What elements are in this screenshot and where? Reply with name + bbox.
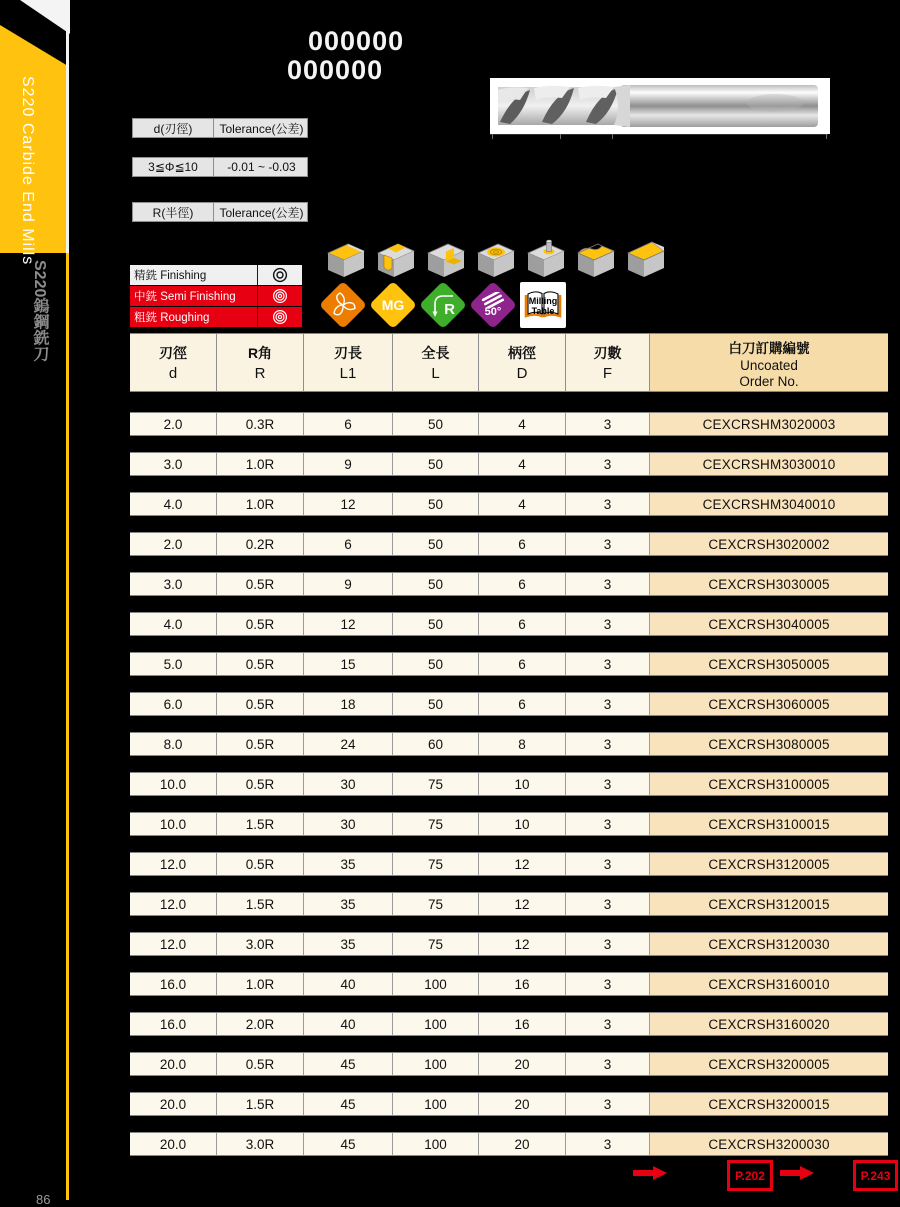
cell-flute-count: 3 (565, 492, 649, 516)
cell-flute-count: 3 (565, 972, 649, 996)
cell-diameter: 12.0 (130, 892, 216, 916)
milling-table-label-1: Milling (528, 296, 558, 306)
d-tolerance-col1: d(刃徑) (153, 121, 193, 136)
cell-radius: 0.5R (216, 572, 303, 596)
cell-shank-diameter: 4 (478, 492, 565, 516)
product-table-row (130, 652, 888, 676)
product-table-row (130, 932, 888, 956)
cell-flute-length: 40 (303, 1012, 392, 1036)
product-table-row (130, 1052, 888, 1076)
cell-shank-diameter: 10 (478, 772, 565, 796)
cell-radius: 1.0R (216, 452, 303, 476)
cell-radius: 0.5R (216, 772, 303, 796)
cell-diameter: 12.0 (130, 932, 216, 956)
product-table-row (130, 972, 888, 996)
cell-overall-length: 75 (392, 892, 478, 916)
arrow-right-icon (780, 1166, 814, 1180)
slot-milling-icon (372, 239, 416, 282)
cell-flute-length: 45 (303, 1132, 392, 1156)
cell-flute-length: 35 (303, 932, 392, 956)
cell-overall-length: 50 (392, 452, 478, 476)
header-order-no: 白刀訂購編號 Uncoated Order No. (649, 333, 888, 392)
cell-radius: 0.5R (216, 612, 303, 636)
product-table-row (130, 1092, 888, 1116)
cell-diameter: 3.0 (130, 452, 216, 476)
page-ref-2: P.243 (860, 1168, 891, 1183)
header-shank-d: 柄徑 D (478, 333, 565, 392)
finishing-label: 中銑 Semi Finishing (134, 291, 236, 303)
header-flutes: 刃數 F (565, 333, 649, 392)
helix-angle-label: 50° (484, 306, 502, 318)
three-flute-cutter-badge (320, 282, 366, 328)
cell-diameter: 16.0 (130, 972, 216, 996)
three-flute-cutter-icon (328, 290, 358, 320)
cell-order-no: CEXCRSH3020002 (649, 532, 888, 556)
cell-radius: 0.5R (216, 1052, 303, 1076)
page-number: 86 (36, 1192, 51, 1207)
d-tolerance-value: -0.01 ~ -0.03 (213, 158, 309, 176)
cell-flute-count: 3 (565, 932, 649, 956)
header-l1: 刃長 L1 (303, 333, 392, 392)
cell-diameter: 20.0 (130, 1132, 216, 1156)
cell-radius: 1.0R (216, 972, 303, 996)
page-ref-1: P.202 (735, 1168, 765, 1183)
cell-flute-length: 35 (303, 892, 392, 916)
milling-table-badge[interactable] (520, 282, 566, 328)
cell-flute-count: 3 (565, 652, 649, 676)
cell-overall-length: 100 (392, 1012, 478, 1036)
cell-radius: 2.0R (216, 1012, 303, 1036)
cell-overall-length: 50 (392, 692, 478, 716)
dimension-baseline (490, 134, 828, 135)
cell-order-no: CEXCRSH3060005 (649, 692, 888, 716)
end-mill-product-photo (490, 78, 830, 134)
cell-diameter: 2.0 (130, 412, 216, 436)
cell-flute-count: 3 (565, 692, 649, 716)
end-mill-illustration (490, 78, 830, 134)
triple-circle-icon (257, 307, 302, 327)
cell-overall-length: 100 (392, 972, 478, 996)
finishing-label: 粗銑 Roughing (134, 312, 210, 324)
cell-order-no: CEXCRSH3030005 (649, 572, 888, 596)
product-table-row (130, 492, 888, 516)
cell-flute-length: 9 (303, 452, 392, 476)
cell-overall-length: 50 (392, 492, 478, 516)
corner-radius-label: R (444, 301, 455, 318)
product-code-line2: 000000 (287, 55, 384, 85)
cell-flute-count: 3 (565, 1092, 649, 1116)
cell-diameter: 5.0 (130, 652, 216, 676)
d-tolerance-header-row (132, 118, 308, 138)
cell-radius: 1.0R (216, 492, 303, 516)
cell-radius: 0.3R (216, 412, 303, 436)
cell-order-no: CEXCRSH3050005 (649, 652, 888, 676)
milling-table-label-2: Table (531, 305, 555, 316)
cell-shank-diameter: 6 (478, 612, 565, 636)
finishing-row (130, 307, 302, 327)
cell-flute-length: 24 (303, 732, 392, 756)
cell-order-no: CEXCRSH3120015 (649, 892, 888, 916)
cell-order-no: CEXCRSHM3020003 (649, 412, 888, 436)
arrow-right-icon (633, 1166, 667, 1180)
cell-order-no: CEXCRSH3160010 (649, 972, 888, 996)
header-r: R角 R (216, 333, 303, 392)
cell-order-no: CEXCRSH3080005 (649, 732, 888, 756)
cell-shank-diameter: 12 (478, 932, 565, 956)
cell-diameter: 10.0 (130, 772, 216, 796)
product-table-row (130, 852, 888, 876)
cell-diameter: 16.0 (130, 1012, 216, 1036)
cell-overall-length: 100 (392, 1052, 478, 1076)
dimension-tick (612, 134, 613, 139)
product-table-row (130, 1012, 888, 1036)
finishing-label: 精銑 Finishing (134, 270, 207, 282)
product-table-row (130, 732, 888, 756)
face-milling-icon (322, 239, 366, 282)
cell-flute-count: 3 (565, 1132, 649, 1156)
product-table-row (130, 892, 888, 916)
cell-flute-count: 3 (565, 812, 649, 836)
cell-order-no: CEXCRSH3040005 (649, 612, 888, 636)
cell-shank-diameter: 12 (478, 852, 565, 876)
cell-order-no: CEXCRSH3200030 (649, 1132, 888, 1156)
cell-flute-count: 3 (565, 1012, 649, 1036)
cell-shank-diameter: 20 (478, 1132, 565, 1156)
product-table-row (130, 612, 888, 636)
cell-order-no: CEXCRSH3100005 (649, 772, 888, 796)
cell-flute-length: 45 (303, 1052, 392, 1076)
cell-shank-diameter: 10 (478, 812, 565, 836)
feature-badges-row (320, 282, 566, 328)
series-banner-title: S220 Carbide End Mills (19, 76, 36, 266)
cell-overall-length: 75 (392, 812, 478, 836)
cell-radius: 1.5R (216, 892, 303, 916)
cell-shank-diameter: 20 (478, 1052, 565, 1076)
product-table-row (130, 412, 888, 436)
dimension-tick (492, 134, 493, 139)
product-table-row (130, 532, 888, 556)
cell-shank-diameter: 6 (478, 572, 565, 596)
cell-flute-length: 30 (303, 772, 392, 796)
cell-order-no: CEXCRSHM3040010 (649, 492, 888, 516)
cell-radius: 3.0R (216, 1132, 303, 1156)
cell-flute-length: 40 (303, 972, 392, 996)
cell-flute-count: 3 (565, 772, 649, 796)
product-table-row (130, 1132, 888, 1156)
cell-overall-length: 50 (392, 612, 478, 636)
cell-shank-diameter: 4 (478, 412, 565, 436)
machining-icons-row (322, 239, 672, 282)
cell-order-no: CEXCRSH3100015 (649, 812, 888, 836)
cell-shank-diameter: 16 (478, 972, 565, 996)
cell-overall-length: 60 (392, 732, 478, 756)
cell-flute-length: 35 (303, 852, 392, 876)
cell-order-no: CEXCRSH3160020 (649, 1012, 888, 1036)
product-table-row (130, 772, 888, 796)
cell-diameter: 4.0 (130, 612, 216, 636)
cell-overall-length: 50 (392, 572, 478, 596)
cell-flute-count: 3 (565, 612, 649, 636)
r-tolerance-col2: Tolerance(公差) (213, 203, 309, 221)
cell-flute-count: 3 (565, 412, 649, 436)
cell-radius: 0.5R (216, 652, 303, 676)
cell-radius: 0.2R (216, 532, 303, 556)
cell-flute-count: 3 (565, 892, 649, 916)
corner-decoration (20, 0, 70, 34)
cell-flute-length: 15 (303, 652, 392, 676)
cell-overall-length: 75 (392, 772, 478, 796)
cell-flute-count: 3 (565, 852, 649, 876)
cell-shank-diameter: 8 (478, 732, 565, 756)
cell-diameter: 12.0 (130, 852, 216, 876)
page-edge-line (66, 253, 69, 1200)
cell-flute-count: 3 (565, 732, 649, 756)
finishing-table (130, 265, 302, 327)
product-table-row (130, 692, 888, 716)
contour-milling-icon (572, 239, 616, 282)
cell-order-no: CEXCRSH3120005 (649, 852, 888, 876)
drilling-icon (522, 239, 566, 282)
cell-flute-length: 12 (303, 612, 392, 636)
cell-flute-length: 30 (303, 812, 392, 836)
product-table-header (130, 333, 888, 392)
cell-flute-length: 6 (303, 532, 392, 556)
product-table-row (130, 452, 888, 476)
triple-circle-icon (257, 286, 302, 306)
header-d: 刃徑 d (130, 333, 216, 392)
cell-flute-count: 3 (565, 1052, 649, 1076)
cell-shank-diameter: 6 (478, 652, 565, 676)
cell-shank-diameter: 20 (478, 1092, 565, 1116)
cell-overall-length: 75 (392, 852, 478, 876)
cell-shank-diameter: 12 (478, 892, 565, 916)
mg-badge (370, 282, 416, 328)
cell-diameter: 20.0 (130, 1092, 216, 1116)
cell-flute-length: 9 (303, 572, 392, 596)
cell-order-no: CEXCRSHM3030010 (649, 452, 888, 476)
mg-label: MG (381, 297, 405, 313)
cell-shank-diameter: 6 (478, 692, 565, 716)
cell-radius: 1.5R (216, 812, 303, 836)
cell-diameter: 6.0 (130, 692, 216, 716)
finishing-row (130, 265, 302, 285)
cell-radius: 0.5R (216, 732, 303, 756)
d-tolerance-col2: Tolerance(公差) (213, 119, 309, 137)
finishing-row (130, 286, 302, 306)
dimension-tick (826, 134, 827, 139)
corner-radius-badge (420, 282, 466, 328)
cell-radius: 0.5R (216, 852, 303, 876)
helix-angle-badge (470, 282, 516, 328)
cell-diameter: 2.0 (130, 532, 216, 556)
cell-flute-length: 6 (303, 412, 392, 436)
double-circle-icon (257, 265, 302, 285)
product-table-row (130, 812, 888, 836)
chamfer-milling-icon (622, 239, 666, 282)
d-tolerance-value-row (132, 157, 308, 177)
cell-overall-length: 50 (392, 652, 478, 676)
step-milling-icon (422, 239, 466, 282)
cell-overall-length: 50 (392, 532, 478, 556)
d-range-value: 3≦Φ≦10 (148, 160, 198, 174)
cell-order-no: CEXCRSH3200015 (649, 1092, 888, 1116)
product-code-line1: 000000 (308, 26, 405, 56)
cell-overall-length: 50 (392, 412, 478, 436)
header-l: 全長 L (392, 333, 478, 392)
cell-overall-length: 100 (392, 1092, 478, 1116)
cell-diameter: 20.0 (130, 1052, 216, 1076)
pocket-milling-icon (472, 239, 516, 282)
product-table-rows (130, 412, 888, 1172)
cell-shank-diameter: 4 (478, 452, 565, 476)
page-ref-box-1[interactable] (727, 1160, 773, 1191)
cell-radius: 3.0R (216, 932, 303, 956)
cell-diameter: 8.0 (130, 732, 216, 756)
cell-radius: 0.5R (216, 692, 303, 716)
cell-flute-length: 18 (303, 692, 392, 716)
cell-flute-length: 12 (303, 492, 392, 516)
cell-flute-count: 3 (565, 532, 649, 556)
cell-flute-count: 3 (565, 572, 649, 596)
cell-flute-length: 45 (303, 1092, 392, 1116)
cell-radius: 1.5R (216, 1092, 303, 1116)
product-table-row (130, 572, 888, 596)
cell-diameter: 10.0 (130, 812, 216, 836)
cell-order-no: CEXCRSH3200005 (649, 1052, 888, 1076)
cell-order-no: CEXCRSH3120030 (649, 932, 888, 956)
dimension-tick (560, 134, 561, 139)
cell-overall-length: 75 (392, 932, 478, 956)
cell-overall-length: 100 (392, 1132, 478, 1156)
banner-edge-line (66, 30, 69, 253)
cell-shank-diameter: 16 (478, 1012, 565, 1036)
series-subtitle: S220鎢鋼銑刀 (31, 260, 48, 362)
cell-diameter: 3.0 (130, 572, 216, 596)
r-tolerance-header-row (132, 202, 308, 222)
cell-shank-diameter: 6 (478, 532, 565, 556)
page-ref-box-2[interactable] (853, 1160, 898, 1191)
cell-flute-count: 3 (565, 452, 649, 476)
cell-diameter: 4.0 (130, 492, 216, 516)
r-tolerance-col1: R(半徑) (152, 205, 194, 220)
